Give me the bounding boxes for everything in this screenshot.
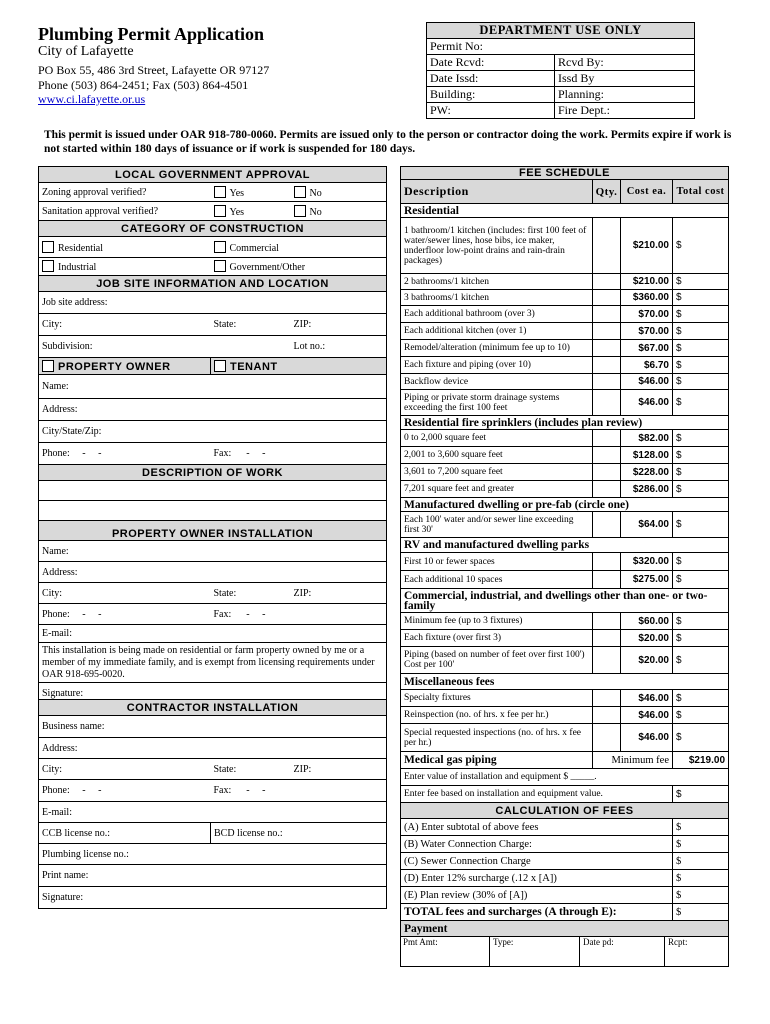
fee-schedule-header: FEE SCHEDULE <box>401 167 729 180</box>
fee-qty-input[interactable] <box>593 512 621 538</box>
fee-item-label: Each additional kitchen (over 1) <box>401 323 593 340</box>
fee-total-input[interactable]: $ <box>673 447 729 464</box>
bcd-license-field[interactable]: BCD license no.: <box>211 823 387 844</box>
calc-row-input[interactable]: $ <box>673 853 729 870</box>
phone-fax: Phone (503) 864-2451; Fax (503) 864-4501 <box>38 78 249 92</box>
install-phone-field[interactable] <box>39 604 211 625</box>
sanitation-label: Sanitation approval verified? <box>39 202 211 221</box>
department-use-box <box>426 22 695 119</box>
city-name: City of Lafayette <box>38 44 134 59</box>
fee-cost: $20.00 <box>621 630 673 647</box>
fee-qty-input[interactable] <box>593 647 621 674</box>
mailing-address: PO Box 55, 486 3rd Street, Lafayette OR 97127 <box>38 63 270 77</box>
fee-cost: $6.70 <box>621 357 673 374</box>
contractor-fax-field[interactable] <box>211 780 387 802</box>
section-heading: RV and manufactured dwelling parks <box>401 538 729 553</box>
fee-total-input[interactable]: $ <box>673 512 729 538</box>
col-qty: Qty. <box>593 180 621 204</box>
fee-total-input[interactable]: $ <box>673 430 729 447</box>
fee-cost: $70.00 <box>621 323 673 340</box>
zoning-yes[interactable] <box>211 183 291 202</box>
owner-city-state-zip-field[interactable]: City/State/Zip: <box>39 421 387 443</box>
fee-item-label: First 10 or fewer spaces <box>401 553 593 571</box>
owner-phone-field[interactable] <box>39 443 211 465</box>
contractor-address-field[interactable]: Address: <box>39 738 387 759</box>
fee-total-input[interactable]: $ <box>673 357 729 374</box>
plumbing-license-field[interactable]: Plumbing license no.: <box>39 844 387 865</box>
planning-field[interactable]: Planning: <box>555 87 695 103</box>
dash: - <box>98 448 102 459</box>
fee-item-label: Reinspection (no. of hrs. x fee per hr.) <box>401 707 593 724</box>
install-state-field[interactable]: State: <box>211 583 291 604</box>
permit-no-field[interactable]: Permit No: <box>427 39 695 55</box>
payment-heading: Payment <box>401 921 729 937</box>
contractor-header: CONTRACTOR INSTALLATION <box>39 700 387 716</box>
fee-item-label: Minimum fee (up to 3 fixtures) <box>401 613 593 630</box>
fee-cost: $46.00 <box>621 724 673 752</box>
contractor-email-field[interactable]: E-mail: <box>39 802 387 823</box>
fee-schedule-table <box>400 166 729 967</box>
total-fees-label: TOTAL fees and surcharges (A through E): <box>401 904 673 921</box>
commercial-label: Commercial <box>229 242 279 254</box>
equipment-fee-input[interactable]: $ <box>673 786 729 803</box>
install-address-field[interactable]: Address: <box>39 562 387 583</box>
dash: - <box>246 608 250 620</box>
checkbox-icon[interactable] <box>214 205 226 217</box>
issd-by-field[interactable]: Issd By <box>555 71 695 87</box>
fax-label: Fax: <box>213 608 232 620</box>
col-cost: Cost ea. <box>621 180 673 204</box>
sanitation-no[interactable] <box>291 202 387 221</box>
cat-residential[interactable] <box>39 237 211 258</box>
property-owner-option[interactable] <box>39 358 211 375</box>
dash: - <box>262 608 266 620</box>
owner-install-header: PROPERTY OWNER INSTALLATION <box>39 521 387 541</box>
fee-qty-input[interactable] <box>593 724 621 752</box>
checkbox-icon[interactable] <box>214 260 226 272</box>
applicant-info-table <box>38 166 387 909</box>
ccb-license-field[interactable]: CCB license no.: <box>39 823 211 844</box>
fee-qty-input[interactable] <box>593 274 621 290</box>
dash: - <box>262 448 266 459</box>
yes-label: Yes <box>229 187 245 199</box>
checkbox-icon[interactable] <box>214 241 226 253</box>
cat-government[interactable] <box>211 258 387 276</box>
fee-cost: $60.00 <box>621 613 673 630</box>
install-zip-field[interactable]: ZIP: <box>291 583 387 604</box>
tenant-label: TENANT <box>230 360 278 373</box>
fee-item-label: Each fixture and piping (over 10) <box>401 357 593 374</box>
building-field[interactable]: Building: <box>427 87 555 103</box>
equipment-fee-label: Enter fee based on installation and equipment value. <box>401 786 673 803</box>
zoning-no[interactable] <box>291 183 387 202</box>
phone-label: Phone: <box>42 448 70 459</box>
dash: - <box>262 785 266 796</box>
exemption-statement: This installation is being made on residential or farm property owned by me or a member of my immediate family, and is exempt from licensing requirements under OAR 918-695-0020. <box>39 643 387 683</box>
total-fees-input[interactable]: $ <box>673 904 729 921</box>
fee-item-label: Special requested inspections (no. of hrs. x fee per hr.) <box>401 724 593 752</box>
col-description: Description <box>401 180 593 204</box>
fee-item-label: 7,201 square feet and greater <box>401 481 593 498</box>
fee-item-label: Remodel/alteration (minimum fee up to 10) <box>401 340 593 357</box>
fee-item-label: Each fixture (over first 3) <box>401 630 593 647</box>
calculation-header: CALCULATION OF FEES <box>401 803 729 819</box>
fee-total-input[interactable]: $ <box>673 690 729 707</box>
fee-cost: $128.00 <box>621 447 673 464</box>
fax-label: Fax: <box>213 448 232 459</box>
fee-item-label: 3,601 to 7,200 square feet <box>401 464 593 481</box>
payment-type-field[interactable]: Type: <box>491 937 580 967</box>
government-label: Government/Other <box>229 262 306 273</box>
category-header: CATEGORY OF CONSTRUCTION <box>39 221 387 237</box>
payment-amount-field[interactable]: Pmt Amt: <box>401 937 490 967</box>
install-city-field[interactable]: City: <box>39 583 211 604</box>
fee-item-label: 3 bathrooms/1 kitchen <box>401 290 593 306</box>
dash: - <box>246 448 250 459</box>
lot-no-field[interactable]: Lot no.: <box>291 336 387 358</box>
subdivision-field[interactable]: Subdivision: <box>39 336 291 358</box>
fee-cost: $286.00 <box>621 481 673 498</box>
section-heading: Residential fire sprinklers (includes plan review) <box>401 416 729 430</box>
date-rcvd-field[interactable]: Date Rcvd: <box>427 55 555 71</box>
payment-date-field[interactable]: Date pd: <box>581 937 665 967</box>
fee-total-input[interactable]: $ <box>673 613 729 630</box>
calc-row-label: (A) Enter subtotal of above fees <box>401 819 673 836</box>
contractor-signature-field[interactable]: Signature: <box>39 887 387 909</box>
fee-cost: $70.00 <box>621 306 673 323</box>
fee-qty-input[interactable] <box>593 464 621 481</box>
dash: - <box>246 785 250 796</box>
fee-item-label: Each additional bathroom (over 3) <box>401 306 593 323</box>
date-issd-field[interactable]: Date Issd: <box>427 71 555 87</box>
fee-cost: $320.00 <box>621 553 673 571</box>
fee-qty-input[interactable] <box>593 323 621 340</box>
fee-cost: $46.00 <box>621 390 673 416</box>
fee-total-input[interactable]: $ <box>673 374 729 390</box>
fax-label: Fax: <box>213 785 232 796</box>
fee-total-input[interactable]: $ <box>673 571 729 589</box>
medical-gas-cost: $219.00 <box>673 752 729 769</box>
checkbox-icon[interactable] <box>294 205 306 217</box>
fee-qty-input[interactable] <box>593 690 621 707</box>
fee-total-input[interactable]: $ <box>673 464 729 481</box>
section-heading: Residential <box>401 204 729 218</box>
fee-qty-input[interactable] <box>593 481 621 498</box>
calc-row-label: (C) Sewer Connection Charge <box>401 853 673 870</box>
fee-cost: $210.00 <box>621 274 673 290</box>
description-line-2[interactable] <box>39 501 387 521</box>
calc-row-label: (E) Plan review (30% of [A]) <box>401 887 673 904</box>
fee-item-label: 2,001 to 3,600 square feet <box>401 447 593 464</box>
business-name-field[interactable]: Business name: <box>39 716 387 738</box>
section-heading: Miscellaneous fees <box>401 674 729 690</box>
fee-qty-input[interactable] <box>593 390 621 416</box>
fee-qty-input[interactable] <box>593 306 621 323</box>
fee-qty-input[interactable] <box>593 613 621 630</box>
pw-field[interactable]: PW: <box>427 103 555 119</box>
fee-cost: $20.00 <box>621 647 673 674</box>
fee-total-input[interactable]: $ <box>673 390 729 416</box>
industrial-label: Industrial <box>58 262 97 273</box>
fee-qty-input[interactable] <box>593 571 621 589</box>
calc-row-input[interactable]: $ <box>673 836 729 853</box>
fee-total-input[interactable]: $ <box>673 481 729 498</box>
fee-total-input[interactable]: $ <box>673 724 729 752</box>
fee-cost: $46.00 <box>621 707 673 724</box>
install-email-field[interactable]: E-mail: <box>39 625 387 643</box>
yes-label: Yes <box>229 206 245 218</box>
fee-qty-input[interactable] <box>593 218 621 274</box>
section-heading: Commercial, industrial, and dwellings other than one- or two-family <box>401 589 729 613</box>
rcvd-by-field[interactable]: Rcvd By: <box>555 55 695 71</box>
description-header: DESCRIPTION OF WORK <box>39 465 387 481</box>
fee-cost: $275.00 <box>621 571 673 589</box>
medical-gas-heading: Medical gas piping <box>401 752 593 769</box>
page-title: Plumbing Permit Application <box>38 24 265 44</box>
fee-qty-input[interactable] <box>593 340 621 357</box>
fee-item-label: 0 to 2,000 square feet <box>401 430 593 447</box>
phone-label: Phone: <box>42 608 70 620</box>
dash: - <box>82 785 86 796</box>
fee-qty-input[interactable] <box>593 630 621 647</box>
fee-item-label: Piping (based on number of feet over first 100') Cost per 100' <box>401 647 593 674</box>
fee-item-label: Piping or private storm drainage systems exceeding the first 100 feet <box>401 390 593 416</box>
fee-total-input[interactable]: $ <box>673 630 729 647</box>
fee-item-label: Specialty fixtures <box>401 690 593 707</box>
dept-use-title: DEPARTMENT USE ONLY <box>427 23 695 39</box>
fee-cost: $64.00 <box>621 512 673 538</box>
residential-label: Residential <box>58 242 103 254</box>
dash: - <box>82 608 86 620</box>
fee-total-input[interactable]: $ <box>673 553 729 571</box>
calc-row-label: (B) Water Connection Charge: <box>401 836 673 853</box>
calc-row-input[interactable]: $ <box>673 819 729 836</box>
fee-cost: $210.00 <box>621 218 673 274</box>
job-city-field[interactable]: City: <box>39 314 211 336</box>
payment-receipt-field[interactable]: Rcpt: <box>668 937 688 947</box>
minimum-fee-label: Minimum fee <box>593 752 673 769</box>
fee-item-label: Backflow device <box>401 374 593 390</box>
fee-qty-input[interactable] <box>593 290 621 306</box>
install-signature-field[interactable]: Signature: <box>39 683 387 700</box>
fee-total-input[interactable]: $ <box>673 647 729 674</box>
dash: - <box>98 785 102 796</box>
fee-cost: $82.00 <box>621 430 673 447</box>
checkbox-icon[interactable] <box>214 360 226 372</box>
website-link[interactable]: www.ci.lafayette.or.us <box>38 92 146 106</box>
fee-total-input[interactable]: $ <box>673 274 729 290</box>
fee-item-label: 1 bathroom/1 kitchen (includes: first 100 feet of water/sewer lines, hose bibs, ice maker, underfloor low-point drains and rain-drain packages) <box>401 218 593 274</box>
section-heading: Manufactured dwelling or pre-fab (circle one) <box>401 498 729 512</box>
checkbox-icon[interactable] <box>214 186 226 198</box>
job-state-field[interactable]: State: <box>211 314 291 336</box>
fee-total-input[interactable]: $ <box>673 306 729 323</box>
calc-row-input[interactable]: $ <box>673 887 729 904</box>
fee-item-label: Each additional 10 spaces <box>401 571 593 589</box>
fee-qty-input[interactable] <box>593 553 621 571</box>
contractor-state-field[interactable]: State: <box>211 759 291 780</box>
fee-qty-input[interactable] <box>593 430 621 447</box>
fee-qty-input[interactable] <box>593 374 621 390</box>
fee-total-input[interactable]: $ <box>673 323 729 340</box>
owner-name-field[interactable]: Name: <box>39 375 387 399</box>
local-gov-header: LOCAL GOVERNMENT APPROVAL <box>39 167 387 183</box>
fee-qty-input[interactable] <box>593 707 621 724</box>
fee-item-label: Each 100' water and/or sewer line exceeding first 30' <box>401 512 593 538</box>
zoning-label: Zoning approval verified? <box>39 183 211 202</box>
payment-fields <box>401 937 729 967</box>
checkbox-icon[interactable] <box>294 186 306 198</box>
owner-fax-field[interactable] <box>211 443 387 465</box>
checkbox-icon[interactable] <box>42 260 54 272</box>
fee-qty-input[interactable] <box>593 447 621 464</box>
job-address-field[interactable]: Job site address: <box>39 292 387 314</box>
fee-item-label: 2 bathrooms/1 kitchen <box>401 274 593 290</box>
no-label: No <box>309 206 322 218</box>
no-label: No <box>309 187 322 199</box>
install-fax-field[interactable] <box>211 604 387 625</box>
col-total: Total cost <box>673 180 729 204</box>
cat-industrial[interactable] <box>39 258 211 276</box>
calc-row-input[interactable]: $ <box>673 870 729 887</box>
fee-qty-input[interactable] <box>593 357 621 374</box>
print-name-field[interactable]: Print name: <box>39 865 387 887</box>
property-owner-label: PROPERTY OWNER <box>58 360 171 373</box>
fire-dept-field[interactable]: Fire Dept.: <box>555 103 695 119</box>
permit-notice: This permit is issued under OAR 918-780-0060. Permits are issued only to the person or contractor doing the work. Permits expire if work is not started within 180 days of issuance or if work is suspended for 180 days. <box>44 129 732 155</box>
fee-total-input[interactable]: $ <box>673 290 729 306</box>
install-name-field[interactable]: Name: <box>39 541 387 562</box>
sanitation-yes[interactable] <box>211 202 291 221</box>
cat-commercial[interactable] <box>211 237 387 258</box>
contractor-phone-field[interactable] <box>39 780 211 802</box>
owner-address-field[interactable]: Address: <box>39 399 387 421</box>
fee-total-input[interactable]: $ <box>673 218 729 274</box>
contractor-zip-field[interactable]: ZIP: <box>291 759 387 780</box>
jobsite-header: JOB SITE INFORMATION AND LOCATION <box>39 276 387 292</box>
dash: - <box>82 448 86 459</box>
fee-cost: $228.00 <box>621 464 673 481</box>
fee-cost: $46.00 <box>621 690 673 707</box>
tenant-option[interactable] <box>211 358 387 375</box>
contractor-city-field[interactable]: City: <box>39 759 211 780</box>
equipment-value-field[interactable]: Enter value of installation and equipment $ _____. <box>401 769 729 786</box>
fee-cost: $67.00 <box>621 340 673 357</box>
fee-cost: $46.00 <box>621 374 673 390</box>
fee-cost: $360.00 <box>621 290 673 306</box>
calc-row-label: (D) Enter 12% surcharge (.12 x [A]) <box>401 870 673 887</box>
fee-total-input[interactable]: $ <box>673 707 729 724</box>
phone-label: Phone: <box>42 785 70 796</box>
job-zip-field[interactable]: ZIP: <box>291 314 387 336</box>
checkbox-icon[interactable] <box>42 360 54 372</box>
description-line-1[interactable] <box>39 481 387 501</box>
checkbox-icon[interactable] <box>42 241 54 253</box>
dash: - <box>98 608 102 620</box>
fee-total-input[interactable]: $ <box>673 340 729 357</box>
